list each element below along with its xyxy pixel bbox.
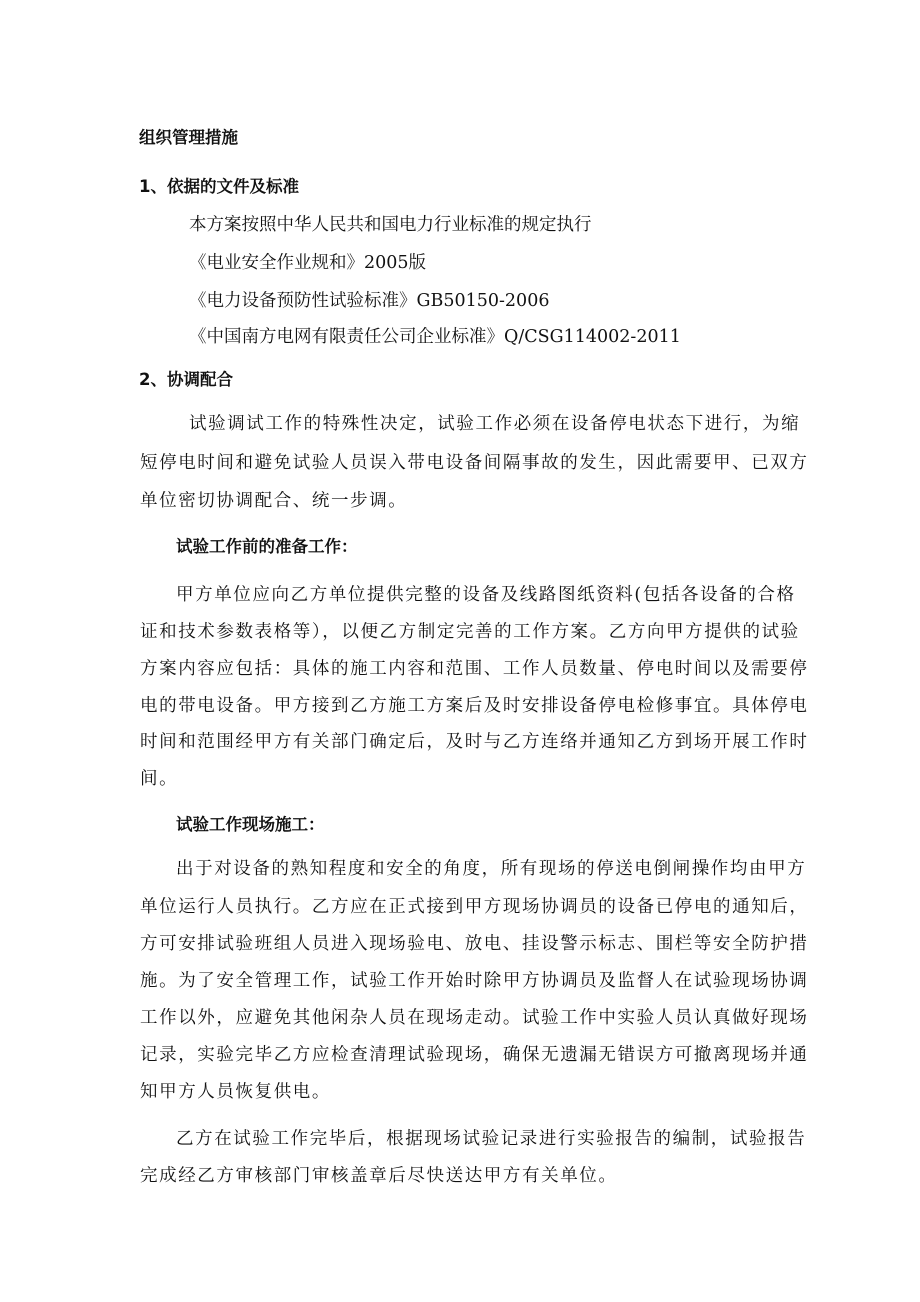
site-line: 单位运行人员执行。乙方应在正式接到甲方现场协调员的设备已停电的通知后，: [140, 897, 809, 917]
section-1-line: 《电力设备预防性试验标准》GB50150-2006: [189, 291, 550, 311]
document-title: 组织管理措施: [139, 128, 238, 147]
prep-line: 时间和范围经甲方有关部门确定后，及时与乙方连络并通知乙方到场开展工作时: [140, 732, 809, 752]
report-line: 完成经乙方审核部门审核盖章后尽快送达甲方有关单位。: [140, 1166, 618, 1186]
site-line: 记录，实验完毕乙方应检查清理试验现场，确保无遗漏无错误方可撤离现场并通: [140, 1045, 809, 1065]
site-line: 工作以外，应避免其他闲杂人员在现场走动。试验工作中实验人员认真做好现场: [140, 1008, 809, 1028]
prep-line: 方案内容应包括：具体的施工内容和范围、工作人员数量、停电时间以及需要停: [140, 659, 809, 679]
section-2-heading: 2、协调配合: [139, 370, 233, 389]
prep-line: 电的带电设备。甲方接到乙方施工方案后及时安排设备停电检修事宜。具体停电: [140, 696, 809, 716]
prep-line: 间。: [140, 769, 179, 789]
prep-line: 甲方单位应向乙方单位提供完整的设备及线路图纸资料(包括各设备的合格: [176, 585, 796, 605]
section-1-line: 《电业安全作业规和》2005版: [189, 253, 427, 273]
site-line: 施。为了安全管理工作，试验工作开始时除甲方协调员及监督人在试验现场协调: [140, 971, 809, 991]
intro-line: 短停电时间和避免试验人员误入带电设备间隔事故的发生，因此需要甲、已双方: [140, 453, 809, 473]
site-line: 出于对设备的熟知程度和安全的角度，所有现场的停送电倒闸操作均由甲方: [176, 859, 807, 879]
intro-line: 单位密切协调配合、统一步调。: [140, 491, 408, 511]
prep-line: 证和技术参数表格等），以便乙方制定完善的工作方案。乙方向甲方提供的试验: [140, 622, 800, 642]
section-1-line: 本方案按照中华人民共和国电力行业标准的规定执行: [189, 215, 592, 235]
intro-line: 试验调试工作的特殊性决定，试验工作必须在设备停电状态下进行，为缩: [189, 414, 801, 434]
section-1-line: 《中国南方电网有限责任公司企业标准》Q/CSG114002-2011: [189, 327, 681, 347]
prep-heading: 试验工作前的准备工作：: [176, 537, 358, 556]
site-line: 方可安排试验班组人员进入现场验电、放电、挂设警示标志、围栏等安全防护措: [140, 934, 809, 954]
site-line: 知甲方人员恢复供电。: [140, 1082, 331, 1102]
section-1-heading: 1、依据的文件及标准: [139, 177, 299, 196]
report-line: 乙方在试验工作完毕后，根据现场试验记录进行实验报告的编制，试验报告: [176, 1129, 807, 1149]
site-heading: 试验工作现场施工：: [176, 815, 325, 834]
